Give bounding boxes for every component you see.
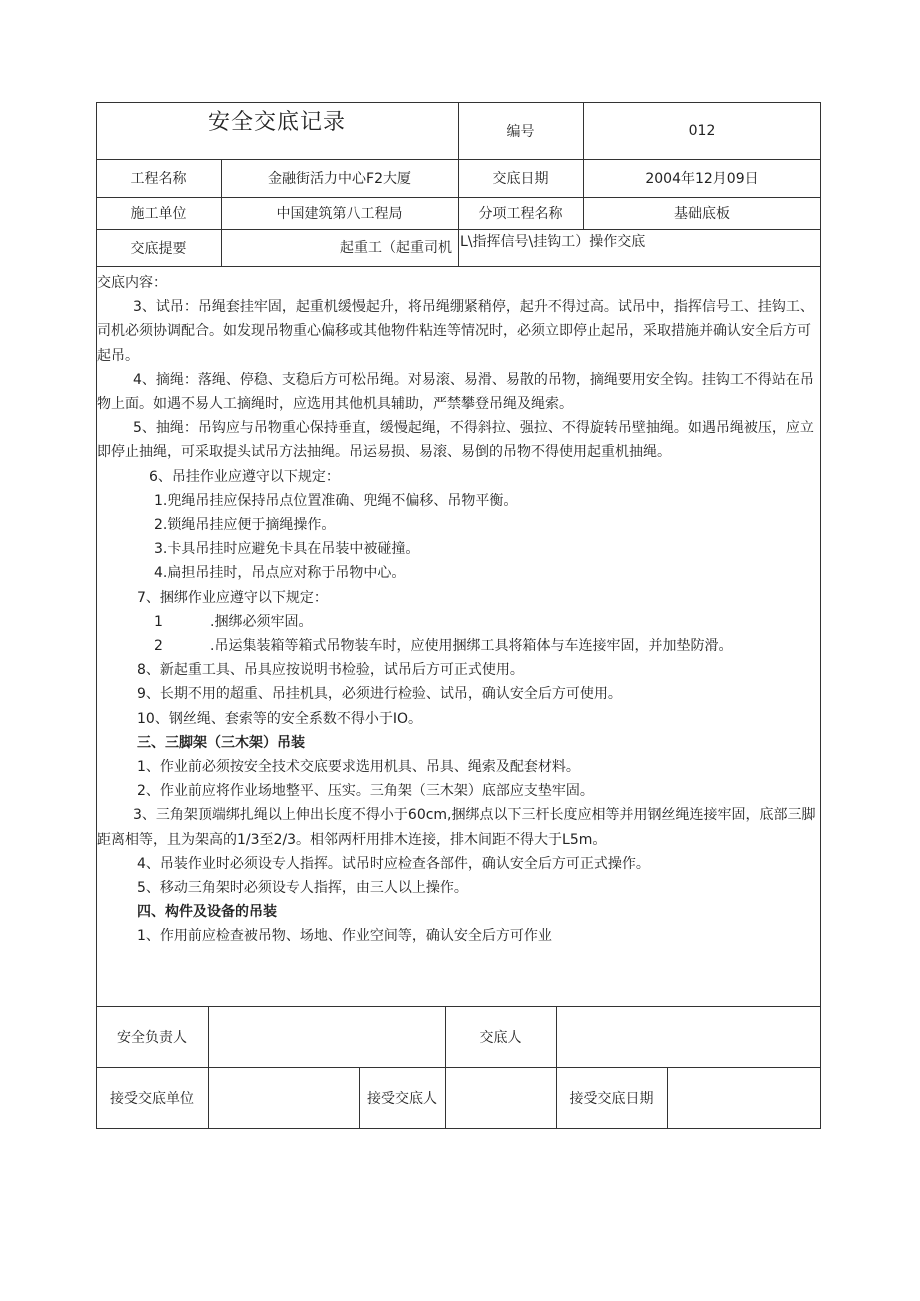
section-3-item-1: 1、作业前必须按安全技术交底要求选用机具、吊具、绳索及配套材料。 xyxy=(137,759,580,776)
item-7-1-text: .捆绑必须牢固。 xyxy=(210,613,313,630)
item-7-1 xyxy=(97,610,820,634)
item-6-2: 2.锁绳吊挂应便于摘绳操作。 xyxy=(154,517,336,534)
receiving-unit-label: 接受交底单位 xyxy=(110,1091,194,1107)
summary-value-part2: L\指挥信号\挂钩工）操作交底 xyxy=(460,234,646,250)
safety-officer-label: 安全负责人 xyxy=(117,1029,187,1046)
receiving-date-label: 接受交底日期 xyxy=(569,1091,654,1107)
project-label: 工程名称 xyxy=(130,171,187,187)
section-3-item-5: 5、移动三角架时必须设专人指挥，由三人以上操作。 xyxy=(137,880,468,897)
builder-label: 施工单位 xyxy=(130,206,187,222)
disclosure-content xyxy=(97,271,820,949)
date-value: 2004年12月09日 xyxy=(645,171,759,187)
receiving-date-field[interactable] xyxy=(667,1067,821,1129)
section-4-item-1: 1、作用前应检查被吊物、场地、作业空间等，确认安全后方可作业 xyxy=(137,928,552,945)
item-3-trial-lift: 3、试吊：吊绳套挂牢固，起重机缓慢起升，将吊绳绷紧稍停，起升不得过高。试吊中，指挥信号工、挂钩工、司机必须协调配合。如发现吊物重心偏移或其他物件粘连等情况时，必须立即停止起吊，采取措施并确认安全后方可起吊。 xyxy=(97,299,814,364)
subproject-value: 基础底板 xyxy=(674,206,730,222)
item-6-4: 4.扁担吊挂时，吊点应对称于吊物中心。 xyxy=(154,565,406,582)
page-title: 安全交底记录 xyxy=(207,109,346,135)
summary-label: 交底提要 xyxy=(130,240,187,257)
subproject-label: 分项工程名称 xyxy=(478,206,563,222)
row-divider xyxy=(96,266,821,267)
discloser-field[interactable] xyxy=(556,1006,821,1067)
section-3-item-4: 4、吊装作业时必须设专人指挥。试吊时应检查各部件，确认安全后方可正式操作。 xyxy=(137,855,650,872)
receiving-person-label: 接受交底人 xyxy=(367,1091,437,1107)
item-8: 8、新起重工具、吊具应按说明书检验，试吊后方可正式使用。 xyxy=(137,662,524,679)
date-label: 交底日期 xyxy=(492,171,549,187)
project-value: 金融街活力中心F2大厦 xyxy=(268,171,411,187)
number-label: 编号 xyxy=(506,123,535,140)
item-6-3: 3.卡具吊挂时应避免卡具在吊装中被碰撞。 xyxy=(154,541,420,558)
number-value: 012 xyxy=(688,122,716,139)
section-4-heading: 四、构件及设备的吊装 xyxy=(137,904,277,921)
item-6-hanging-rules: 6、吊挂作业应遵守以下规定： xyxy=(149,468,340,485)
section-3-item-2: 2、作业前应将作业场地整平、压实。三角架（三木架）底部应支垫牢固。 xyxy=(137,783,594,800)
item-6-1: 1.兜绳吊挂应保持吊点位置准确、兜绳不偏移、吊物平衡。 xyxy=(154,492,518,509)
discloser-label: 交底人 xyxy=(479,1029,522,1046)
content-heading: 交底内容： xyxy=(97,275,167,291)
summary-value-part1: 起重工（起重司机 xyxy=(340,240,452,256)
item-10: 10、钢丝绳、套索等的安全系数不得小于IO。 xyxy=(137,710,422,727)
receiving-unit-field[interactable] xyxy=(208,1067,359,1129)
item-7-2-number: 2 xyxy=(154,638,163,655)
item-5-pull-rope: 5、抽绳：吊钩应与吊物重心保持垂直，缓慢起绳，不得斜拉、强拉、不得旋转吊壁抽绳。如遇吊绳被压，应立即停止抽绳，可采取提头试吊方法抽绳。吊运易损、易滚、易倒的吊物不得使用起重机抽绳。 xyxy=(97,420,814,461)
item-7-1-number: 1 xyxy=(154,613,163,630)
receiving-person-field[interactable] xyxy=(445,1067,556,1129)
item-4-remove-rope: 4、摘绳：落绳、停稳、支稳后方可松吊绳。对易滚、易滑、易散的吊物，摘绳要用安全钩。挂钩工不得站在吊物上面。如遇不易人工摘绳时，应选用其他机具辅助，严禁攀登吊绳及绳索。 xyxy=(97,371,814,413)
item-7-binding-rules: 7、捆绑作业应遵守以下规定： xyxy=(137,589,328,606)
builder-value: 中国建筑第八工程局 xyxy=(276,206,403,222)
safety-officer-field[interactable] xyxy=(208,1006,445,1067)
item-7-2 xyxy=(97,634,820,658)
item-9: 9、长期不用的超重、吊挂机具，必须进行检验、试吊，确认安全后方可使用。 xyxy=(137,686,622,703)
section-3-heading: 三、三脚架（三木架）吊装 xyxy=(137,734,305,751)
item-7-2-text: .吊运集装箱等箱式吊物装车时，应使用捆绑工具将箱体与车连接牢固，并加垫防滑。 xyxy=(210,638,733,655)
section-3-item-3: 3、三角架顶端绑扎绳以上伸出长度不得小于60cm,捆绑点以下三杆长度应相等并用钢丝绳连接牢固，底部三脚距离相等，且为架高的1/3至2/3。相邻两杆用排木连接，排木间距不得大于L5m。 xyxy=(97,807,816,848)
